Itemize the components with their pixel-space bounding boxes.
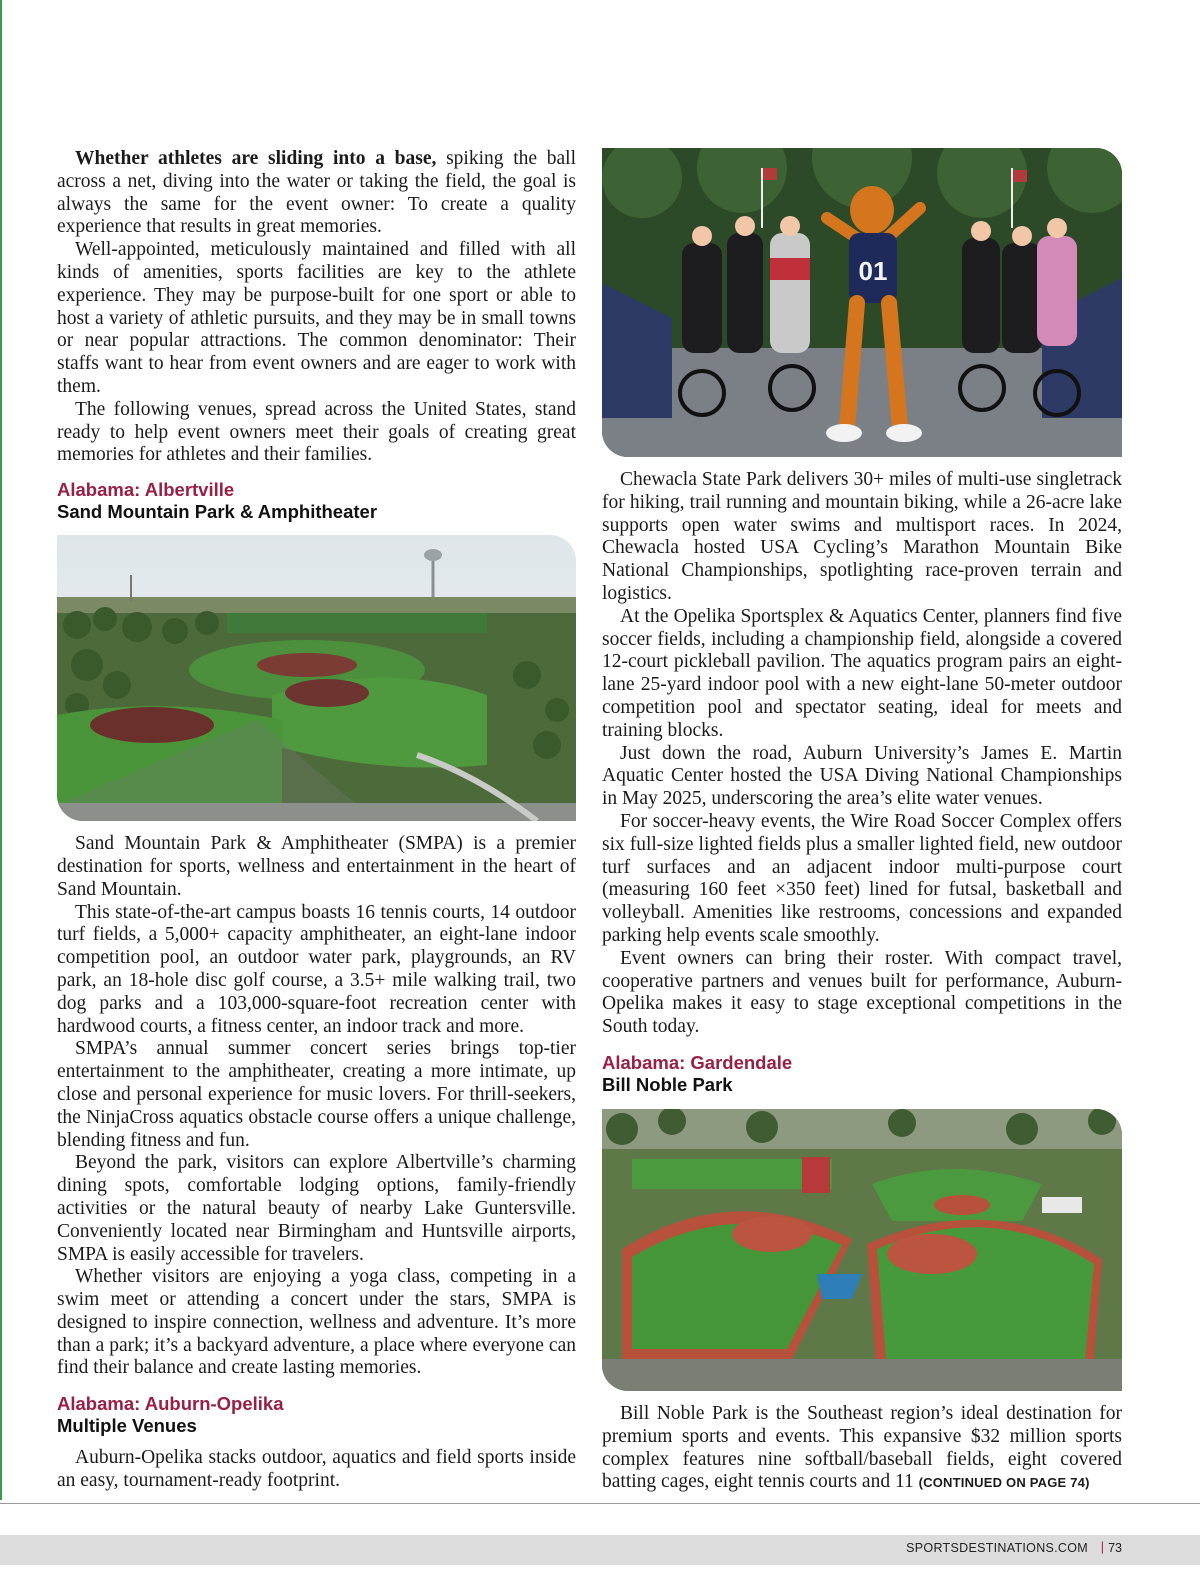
location-heading-albertville: Alabama: Albertville — [57, 479, 235, 501]
venue-heading-multiple: Multiple Venues — [57, 1415, 197, 1437]
intro-p1-text: spiking the ball across a net, diving into the water or taking the field, the goal is always the same for the event owner: To create a quality experience that results in great memories. — [57, 148, 576, 238]
mountain-bike-race-photo — [602, 148, 1122, 457]
auburn-paragraph-2: Chewacla State Park delivers 30+ miles of multi-use singletrack for hiking, trail running and mountain biking, while a 26-acre lake supports open water swims and multisport races. In 2024, Chewacla hosted USA Cycling’s Marathon Mountain Bike National Championships, spotlighting race-proven terrain and logistics. — [602, 469, 1122, 604]
intro-paragraph-1 — [57, 148, 576, 239]
auburn-paragraph-3: At the Opelika Sportsplex & Aquatics Center, planners find five soccer fields, including a championship field, alongside a covered 12-court pickleball pavilion. The aquatics program pairs an eight-lane 25-yard indoor pool with a new eight-lane 50-meter outdoor competition pool and spectator seating, ideal for meets and training blocks. — [602, 605, 1122, 741]
page-footer — [0, 1500, 1200, 1575]
left-column — [57, 148, 576, 1493]
albertville-paragraph-3: SMPA’s annual summer concert series brings top-tier entertainment to the amphitheater, creating a more intimate, up close and personal experience for music lovers. For thrill-seekers, the NinjaCross aquatics obstacle course offers a unique challenge, blending fitness and fun. — [57, 1038, 576, 1151]
continued-on-page-link[interactable]: (CONTINUED ON PAGE 74) — [918, 1475, 1090, 1491]
albertville-paragraph-5: Whether visitors are enjoying a yoga class, competing in a swim meet or attending a concert under the stars, SMPA is designed to inspire connection, wellness and adventure. It’s more than a park; it’s a backyard adventure, a place where everyone can find their balance and create lasting memories. — [57, 1266, 576, 1379]
gardendale-p1-text: Bill Noble Park is the Southeast region’s ideal destination for premium sports and events. This expansive $32 million sports complex features nine softball/baseball fields, eight covered batting cages, eight tennis courts and 11 — [602, 1402, 1122, 1493]
page-number: 73 — [1108, 1541, 1122, 1555]
gardendale-paragraph-1 — [602, 1403, 1122, 1495]
albertville-paragraph-1: Sand Mountain Park & Amphitheater (SMPA) is a premier destination for sports, wellness and entertainment in the heart of Sand Mountain. — [57, 833, 576, 900]
intro-paragraph-3: The following venues, spread across the United States, stand ready to help event owners meet their goals of creating great memories for athletes and their families. — [57, 398, 576, 466]
footer-rule — [0, 1503, 1200, 1504]
page-edge-line — [0, 0, 2, 1500]
albertville-paragraph-4: Beyond the park, visitors can explore Albertville’s charming dining spots, comfortable lodging options, family-friendly activities or the natural beauty of nearby Lake Guntersville. Conveniently located near Birmingham and Huntsville airports, SMPA is easily accessible for travelers. — [57, 1152, 576, 1265]
right-column — [602, 148, 1122, 1495]
auburn-paragraph-1: Auburn-Opelika stacks outdoor, aquatics and field sports inside an easy, tournament-ready footprint. — [57, 1447, 576, 1492]
location-heading-gardendale: Alabama: Gardendale — [602, 1051, 793, 1073]
location-heading-auburn: Alabama: Auburn-Opelika — [57, 1393, 284, 1415]
sand-mountain-photo — [57, 535, 576, 821]
auburn-paragraph-6: Event owners can bring their roster. With compact travel, cooperative partners and venues built for performance, Auburn-Opelika makes it easy to stage exceptional competitions in the South today. — [602, 947, 1122, 1038]
auburn-paragraph-4: Just down the road, Auburn University’s James E. Martin Aquatic Center hosted the USA Diving National Championships in May 2025, underscoring the area’s elite water venues. — [602, 742, 1122, 810]
footer-separator: | — [1100, 1540, 1104, 1554]
intro-paragraph-2: Well-appointed, meticulously maintained and filled with all kinds of amenities, sports facilities are key to the athlete experience. They may be purpose-built for one sport or able to host a variety of athletic pursuits, and they may be in small towns or near popular attractions. The common denominator: Their staffs want to hear from event owners and are eager to work with them. — [57, 239, 576, 397]
footer-website[interactable]: SPORTSDESTINATIONS.COM — [906, 1541, 1088, 1555]
albertville-paragraph-2: This state-of-the-art campus boasts 16 tennis courts, 14 outdoor turf fields, a 5,000+ capacity amphitheater, an eight-lane indoor competition pool, an outdoor water park, playgrounds, an RV park, an 18-hole disc golf course, a 3.5+ mile walking trail, two dog parks and a 103,000-square-foot recreation center with hardwood courts, a fitness center, an indoor track and more. — [57, 901, 576, 1037]
bill-noble-park-photo — [602, 1109, 1122, 1391]
venue-heading-sand-mountain: Sand Mountain Park & Amphitheater — [57, 501, 378, 523]
auburn-paragraph-5: For soccer-heavy events, the Wire Road Soccer Complex offers six full-size lighted fields plus a smaller lighted field, new outdoor turf surfaces and an adjacent indoor multi-purpose court (measuring 160 feet ×350 feet) lined for futsal, basketball and volleyball. Amenities like restrooms, concessions and expanded parking help events scale smoothly. — [602, 810, 1122, 946]
venue-heading-bill-noble: Bill Noble Park — [602, 1073, 733, 1095]
intro-lead: Whether athletes are sliding into a base, — [75, 148, 437, 169]
mascot-jersey-number: 01 — [858, 256, 888, 286]
